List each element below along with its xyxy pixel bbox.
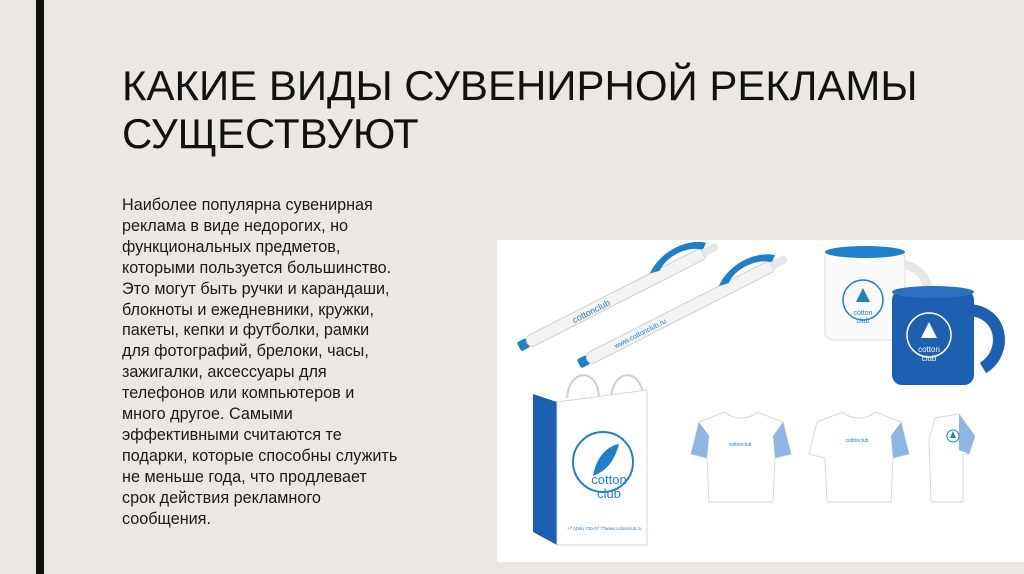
bag-phone: +7 (495) 730-07 77 xyxy=(567,526,606,531)
tshirt-3 xyxy=(929,414,975,502)
pen-1-brand: cottonclub xyxy=(570,297,612,326)
white-mug-brand-bottom: club xyxy=(856,318,870,325)
bag-brand-top: cotton xyxy=(591,472,627,487)
accent-bar xyxy=(36,0,44,574)
souvenir-products-photo xyxy=(497,240,1024,562)
blue-mug xyxy=(892,286,999,385)
tshirt-2 xyxy=(809,412,909,502)
tshirt-1-brand: cottonclub xyxy=(728,442,752,448)
shopping-bag xyxy=(533,375,647,545)
pen-1 xyxy=(511,240,720,352)
bag-url: www.cottonclub.ru xyxy=(605,526,642,531)
slide-body-text: Наиболее популярна сувенирная реклама в виде недорогих, но функциональных предметов, которыми пользуется большинство. Это могут быть ручки и карандаши, блокноты и ежедневники, кружки, пакеты, кепки и футболки, рамки для фотографий, брелоки, часы, зажигалки, аксессуары для телефонов или компьютеров и много другое. Самыми эффективными считаются те подарки, которые способны служить не меньше года, что продлевает срок действия рекламного сообщения. xyxy=(122,196,398,528)
tshirt-1 xyxy=(691,412,791,502)
slide-title: КАКИЕ ВИДЫ СУВЕНИРНОЙ РЕКЛАМЫ СУЩЕСТВУЮТ xyxy=(122,62,918,157)
pen-2-url: www.cottonclub.ru xyxy=(613,318,668,351)
tshirt-2-brand: cottonclub xyxy=(845,438,869,444)
blue-mug-brand-bottom: club xyxy=(921,354,937,363)
bag-brand-bottom: club xyxy=(597,486,621,501)
white-mug-brand-top: cotton xyxy=(853,310,873,317)
blue-mug-brand-top: cotton xyxy=(918,345,940,354)
